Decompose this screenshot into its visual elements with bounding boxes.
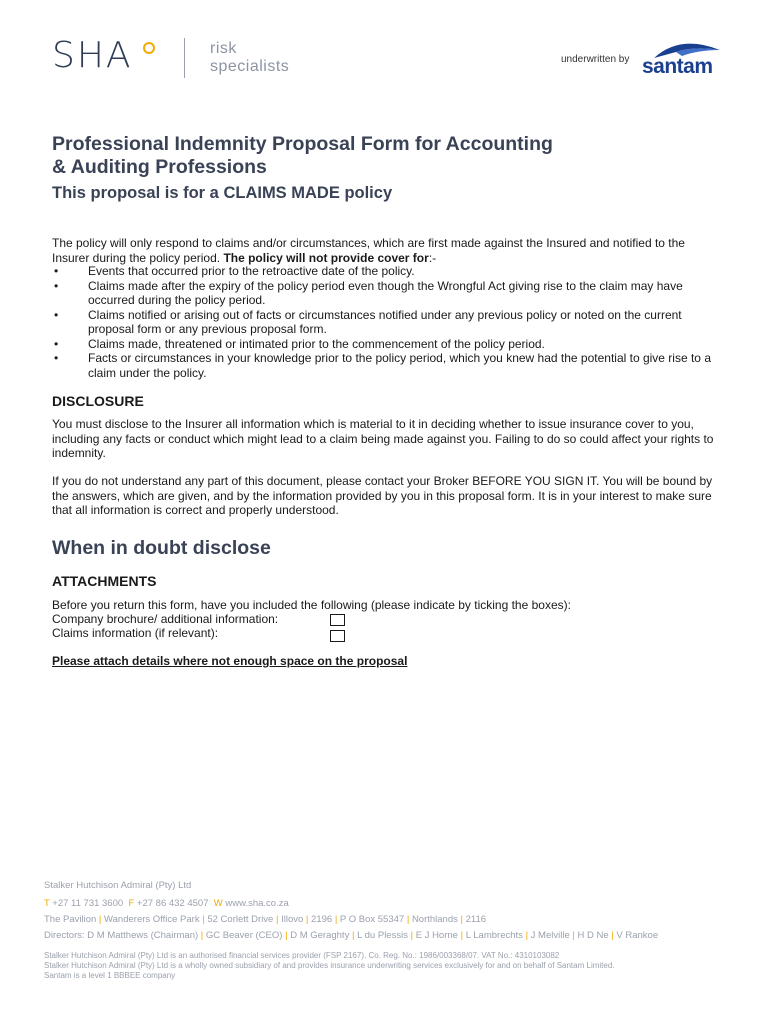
footer-w-label: W <box>213 898 223 909</box>
address-part: Illovo <box>281 914 304 925</box>
address-part: The Pavilion <box>44 914 97 925</box>
intro-bold: The policy will not provide cover for <box>223 250 429 265</box>
list-item: • Events that occurred prior to the retroactive date of the policy. <box>52 264 720 279</box>
director: GC Beaver (CEO) <box>205 930 283 941</box>
footer-fax: +27 86 432 4507 <box>136 898 209 909</box>
intro-tail: :- <box>428 250 437 265</box>
address-part: 2116 <box>465 914 487 925</box>
logo-specialists-text: specialists <box>210 58 290 75</box>
santam-logo <box>636 40 730 80</box>
footer-contact <box>44 898 289 909</box>
underwritten-by-label: underwritten by <box>561 54 630 65</box>
director: D M Geraghty <box>290 930 350 941</box>
sha-logo: SHA <box>52 35 133 76</box>
director: L du Plessis <box>357 930 408 941</box>
footer-f-label: F <box>128 898 135 909</box>
footer-directors: Directors: D M Matthews (Chairman) | GC Beaver (CEO) | D M Geraghty | L du Plessis | E J Horne | L Lambrechts | J Melville | H D Ne | V Rankoe <box>44 930 659 941</box>
list-item: • Claims made, threatened or intimated prior to the commencement of the policy period. <box>52 337 720 352</box>
intro-paragraph <box>52 236 720 265</box>
disclosure-heading: DISCLOSURE <box>52 393 144 409</box>
exclusions-list <box>52 264 720 380</box>
address-part: 2196 <box>311 914 333 925</box>
footer-legal <box>44 951 615 981</box>
director: H D Ne <box>577 930 609 941</box>
attachment-label-brochure: Company brochure/ additional information: <box>52 612 279 626</box>
footer-address: The Pavilion | Wanderers Office Park | 52 Corlett Drive | Illovo | 2196 | P O Box 55347 | Northlands | 2116 <box>44 914 487 925</box>
director: L Lambrechts <box>465 930 523 941</box>
legal-line: Stalker Hutchison Admiral (Pty) Ltd is an authorised financial services provider (FSP 2167). Co. Reg. No.: 1986/003368/07. VAT No.: 4310103082 <box>44 951 560 960</box>
page-title: Professional Indemnity Proposal Form for Accounting & Auditing Professions <box>52 133 553 178</box>
director: V Rankoe <box>616 930 659 941</box>
doubt-heading: When in doubt disclose <box>52 537 271 559</box>
footer-phone: +27 11 731 3600 <box>52 898 124 909</box>
attachments-intro: Before you return this form, have you included the following (please indicate by ticking the boxes): <box>52 598 571 612</box>
risk-specialists-logo <box>210 40 289 76</box>
page-subtitle: This proposal is for a CLAIMS MADE policy <box>52 184 393 202</box>
logo-risk-text: risk <box>210 40 237 57</box>
address-part: 52 Corlett Drive <box>207 914 274 925</box>
address-part: Northlands <box>411 914 458 925</box>
attach-details-note: Please attach details where not enough space on the proposal <box>52 654 408 668</box>
attachments-heading: ATTACHMENTS <box>52 573 157 589</box>
intro-text: The policy will only respond to claims and/or circumstances, which are first made against the Insured and notified to the Insurer during the policy period. <box>52 236 685 265</box>
director: J Melville <box>530 930 570 941</box>
legal-line: Santam is a level 1 BBBEE company <box>44 971 176 980</box>
list-item: • Claims notified or arising out of facts or circumstances notified under any previous policy or noted on the current proposal form or any previous proposal form. <box>52 308 720 337</box>
address-part: Wanderers Office Park <box>104 914 200 925</box>
santam-logo-text: santam <box>642 55 713 78</box>
director: Directors: D M Matthews (Chairman) <box>44 930 199 941</box>
list-item: • Facts or circumstances in your knowledge prior to the policy period, which you knew had the potential to give rise to a claim under the policy. <box>52 351 720 380</box>
logo-divider <box>184 38 185 78</box>
director: E J Horne <box>415 930 458 941</box>
footer-t-label: T <box>44 898 50 909</box>
disclosure-paragraph-1: You must disclose to the Insurer all information which is material to it in deciding whether to issue insurance cover to you, including any facts or conduct which might lead to a claim being made against you. Failing to do so could affect your rights to indemnity. <box>52 417 714 460</box>
legal-line: Stalker Hutchison Admiral (Pty) Ltd is a wholly owned subsidiary of and provides insurance underwriting services exclusively for and on behalf of Santam Limited. <box>44 961 615 970</box>
address-part: P O Box 55347 <box>339 914 405 925</box>
disclosure-paragraph-2: If you do not understand any part of this document, please contact your Broker BEFORE YOU SIGN IT. You will be bound by the answers, which are given, and by the information provided by you in this proposal form. It is in your interest to make sure that all information is correct and properly understood. <box>52 474 713 517</box>
sha-logo-dot-icon <box>143 42 155 54</box>
claims-checkbox[interactable] <box>330 630 345 642</box>
list-item: • Claims made after the expiry of the policy period even though the Wrongful Act giving rise to the claim may have occurred during the policy period. <box>52 279 720 308</box>
footer-website[interactable]: www.sha.co.za <box>225 898 289 909</box>
footer-company: Stalker Hutchison Admiral (Pty) Ltd <box>44 880 192 891</box>
brochure-checkbox[interactable] <box>330 614 345 626</box>
attachment-label-claims: Claims information (if relevant): <box>52 626 219 640</box>
